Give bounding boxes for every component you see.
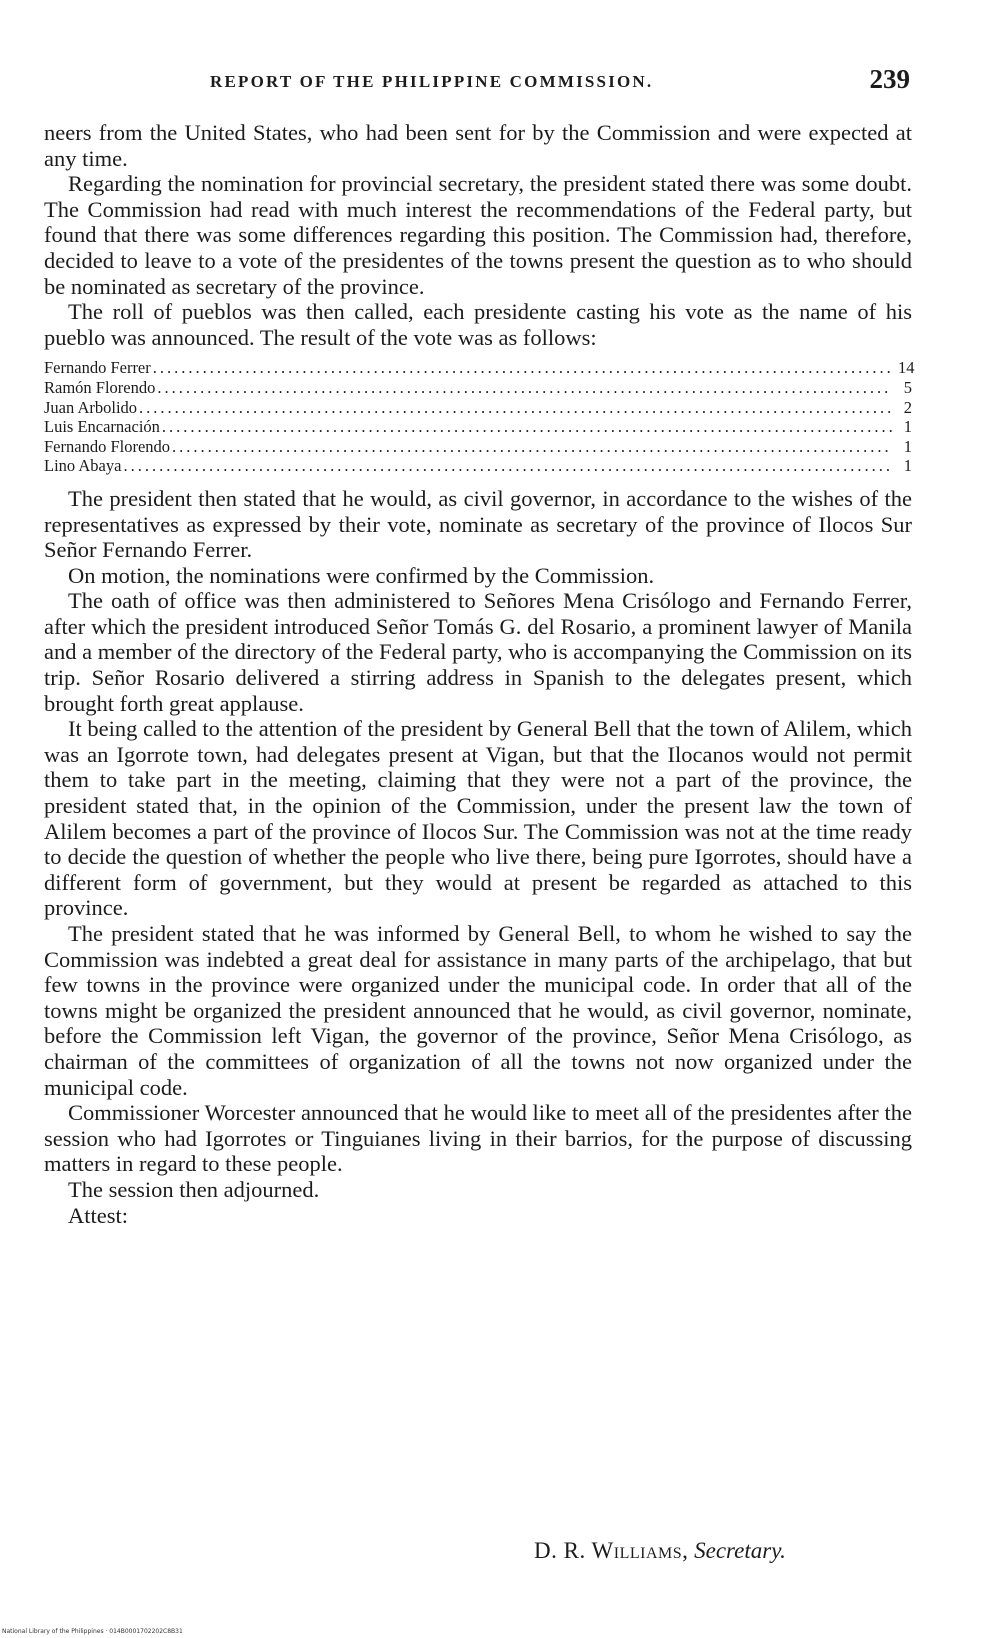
vote-row [44,456,912,476]
dot-leader [139,398,892,418]
vote-count: 14 [898,358,915,378]
vote-row [44,437,912,457]
paragraph: The roll of pueblos was then called, each presidente casting his vote as the name of his pueblo was announced. The result of the vote was as follows: [44,299,912,350]
page-number: 239 [869,64,910,94]
vote-candidate: Lino Abaya [44,456,122,476]
body-text [44,120,915,1228]
vote-count: 5 [903,377,912,397]
dot-leader [172,437,892,457]
dot-leader [157,378,892,398]
dot-leader [123,456,892,476]
vote-row [44,358,915,378]
attest-line: Attest: [68,1202,128,1228]
vote-candidate: Juan Arbolido [44,397,138,417]
dot-leader [153,358,892,378]
vote-count: 2 [903,397,912,417]
vote-row [44,378,912,398]
paragraph: The session then adjourned. [68,1176,320,1202]
signatory-title: Secretary. [694,1538,786,1563]
paragraph: It being called to the attention of the president by General Bell that the town of Alilem, which was an Igorrote town, had delegates present at Vigan, but that the Ilocanos would not permit them to take part in the meeting, claiming that they were not a part of the province, the president stated that, in the opinion of the Commission, under the present law the town of Alilem becomes a part of the province of Ilocos Sur. The Commission was not at the time ready to decide the question of whether the people who live there, being pure Igorrotes, should have a different form of government, but they would at present be regarded as attached to this province. [44,716,912,921]
paragraph-continued: neers from the United States, who had been sent for by the Commission and were expected at any time. [44,120,912,171]
signatory-name: D. R. Williams, [534,1538,689,1563]
vote-row [44,417,912,437]
dot-leader [162,417,892,437]
vote-count: 1 [903,417,912,437]
vote-candidate: Fernando Ferrer [44,358,151,378]
paragraph: On motion, the nominations were confirmed by the Commission. [68,562,655,588]
paragraph: Regarding the nomination for provincial secretary, the president stated there was some doubt. The Commission had read with much interest the recommendations of the Federal party, but found that there was some differences regarding this position. The Commission had, therefore, decided to leave to a vote of the presidentes of the towns present the question as to who should be nominated as secretary of the province. [44,171,912,299]
paragraph: The oath of office was then administered to Señores Mena Crisólogo and Fernando Ferrer, after which the president introduced Señor Tomás G. del Rosario, a prominent lawyer of Manila and a member of the directory of the Federal party, who is accompanying the Commission on its trip. Señor Rosario delivered a stirring address in Spanish to the delegates present, which brought forth great applause. [44,588,912,716]
vote-row [44,398,912,418]
signature-block [534,1538,786,1564]
vote-candidate: Fernando Florendo [44,436,171,456]
running-head: REPORT OF THE PHILIPPINE COMMISSION. [210,72,654,91]
vote-results-table [44,358,915,476]
paragraph: The president then stated that he would, as civil governor, in accordance to the wishes of the representatives as expressed by their vote, nominate as secretary of the province of Ilocos Sur Señor Fernando Ferrer. [44,485,912,563]
vote-count: 1 [903,456,912,476]
paragraph: Commissioner Worcester announced that he would like to meet all of the presidentes after the session who had Igorrotes or Tinguianes living in their barrios, for the purpose of discussing matters in regard to these people. [44,1100,912,1177]
vote-candidate: Ramón Florendo [44,377,156,397]
vote-count: 1 [903,436,912,456]
vote-candidate: Luis Encarnación [44,417,160,437]
page-header [40,62,910,102]
paragraph: The president stated that he was informed by General Bell, to whom he wished to say the Commission was indebted a great deal for assistance in many parts of the archipelago, that but few towns in the province were organized under the municipal code. In order that all of the towns might be organized the president announced that he would, as civil governor, nominate, before the Commission left Vigan, the governor of the province, Señor Mena Crisólogo, as chairman of the committees of organization of all the towns not now organized under the municipal code. [44,921,912,1100]
library-stamp: National Library of the Philippines · 014B0001702202C8B31 [2,1628,183,1635]
